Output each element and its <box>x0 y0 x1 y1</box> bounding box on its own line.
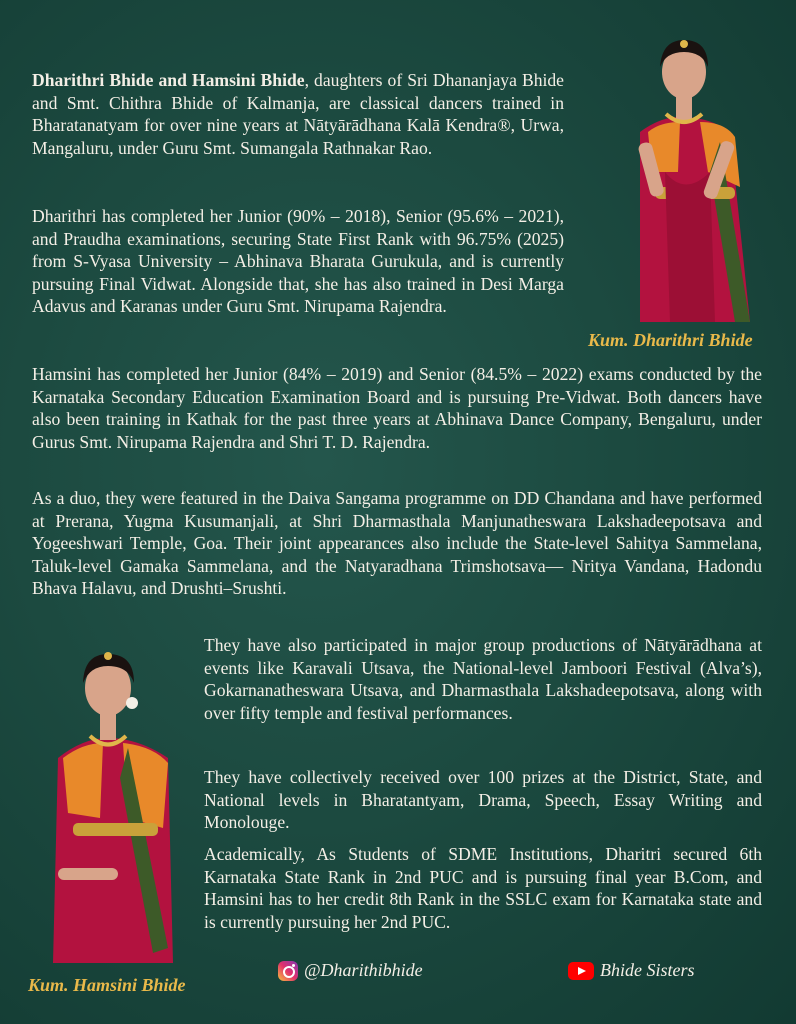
hamsini-caption: Kum. Hamsini Bhide <box>28 975 186 995</box>
duo-paragraph: As a duo, they were featured in the Daiva Sangama programme on DD Chandana and have performed at Prerana, Yugma Kusumanjali, at Shri Dharmasthala Manjunatheswara Lakshadeepotsava and Yogeeshwari Temple, Goa. Their joint appearances also include the State-level Sahitya Sammelana, Taluk-level Gamaka Sammelana, and the Natyaradhana Trimshotsava— Nritya Vandana, Hadondu Bhava Halavu, and Drushti–Srushti. <box>32 488 762 599</box>
intro-text: , daughters of Sri Dhananjaya Bhide and Smt. Chithra Bhide of Kalmanja, are classical dancers trained in Bharatanatyam for over nine years at Nātyārādhana Kalā Kendra®, Urwa, Mangaluru, under Guru Smt. Sumangala Rathnakar Rao. <box>32 70 564 158</box>
group-productions-paragraph: They have also participated in major group productions of Nātyārādhana at events like Karavali Utsava, the National-level Jamboori Festival (Alva’s), Gokarnanatheswara Utsava, and Dharmasthala Lakshadeepotsava, along with over fifty temple and festival performances. <box>204 635 762 723</box>
hamsini-paragraph: Hamsini has completed her Junior (84% – 2019) and Senior (84.5% – 2022) exams conducted by the Karnataka Secondary Education Examination Board and is pursuing Pre-Vidwat. Both dancers have also been training in Kathak for the past three years at Abhinava Dance Company, Bengaluru, under Gurus Smt. Nirupama Rajendra and Shri T. D. Rajendra. <box>32 364 762 452</box>
academic-paragraph: Academically, As Students of SDME Institutions, Dharitri secured 6th Karnataka State Rank in 2nd PUC and is pursuing final year B.Com, and Hamsini has to her credit 8th Rank in the SSLC exam for Karnataka state and is currently pursuing her 2nd PUC. <box>204 844 762 932</box>
dharithri-paragraph: Dharithri has completed her Junior (90% – 2018), Senior (95.6% – 2021), and Praudha examinations, securing State First Rank with 96.75% (2025) from S-Vyasa University – Abhinava Bharata Gurukula, and is currently pursuing Final Vidwat. Alongside that, she has also trained in Desi Marga Adavus and Karanas under Guru Smt. Nirupama Rajendra. <box>32 206 564 317</box>
intro-names: Dharithri Bhide and Hamsini Bhide <box>32 70 305 90</box>
youtube-link[interactable] <box>568 960 695 981</box>
instagram-icon <box>278 961 298 981</box>
instagram-handle: @Dharithibhide <box>304 960 423 980</box>
prizes-paragraph: They have collectively received over 100 prizes at the District, State, and National levels in Bharatantyam, Drama, Speech, Essay Writing and Monolouge. <box>204 767 762 833</box>
intro-paragraph <box>32 69 564 159</box>
instagram-link[interactable] <box>278 960 423 981</box>
dharithri-photo <box>600 22 770 327</box>
youtube-icon <box>568 962 594 980</box>
hamsini-photo <box>28 628 193 968</box>
youtube-channel: Bhide Sisters <box>600 960 695 980</box>
dharithri-caption: Kum. Dharithri Bhide <box>588 330 753 350</box>
